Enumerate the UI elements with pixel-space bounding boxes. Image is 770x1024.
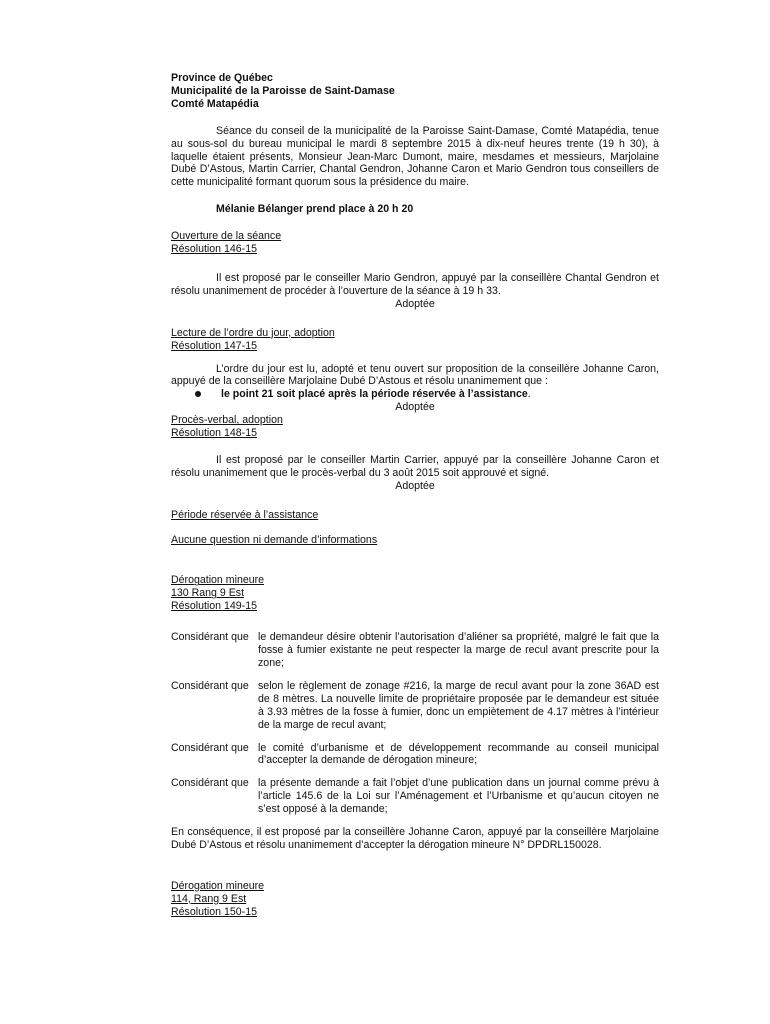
adopted-status: Adoptée bbox=[395, 297, 435, 310]
header-province: Province de Québec bbox=[171, 72, 273, 84]
section-derogation-2 bbox=[171, 880, 659, 919]
considerant-label: Considérant que bbox=[171, 679, 249, 692]
header-county: Comté Matapédia bbox=[171, 97, 259, 110]
resolution-number: Résolution 147-15 bbox=[171, 339, 257, 352]
resolution-text: Il est proposé par le conseiller Martin Carrier, appuyé par la conseillère Johanne Caron et résolu unanimement que le procès-verbal du 3 août 2015 soit approuvé et signé. bbox=[171, 453, 659, 479]
resolution-text: Il est proposé par le conseiller Mario Gendron, appuyé par la conseillère Chantal Gendron et résolu unanimement de procéder à l’ouverture de la séance à 19 h 33. bbox=[171, 271, 659, 297]
property-address: 114, Rang 9 Est bbox=[171, 892, 247, 905]
resolution-number: Résolution 146-15 bbox=[171, 243, 257, 256]
considerant-item bbox=[171, 631, 659, 670]
document-page bbox=[171, 72, 659, 919]
section-title: Dérogation mineure bbox=[171, 879, 265, 892]
considerant-label: Considérant que bbox=[171, 631, 249, 644]
section-proces-verbal bbox=[171, 414, 659, 493]
section-ordre-du-jour bbox=[171, 327, 659, 414]
section-assistance bbox=[171, 509, 659, 547]
resolution-text: L’ordre du jour est lu, adopté et tenu ouvert sur proposition de la conseillère Johanne Caron, appuyé de la conseillère Marjolaine Dubé D’Astous et résolu unanimement que : bbox=[171, 362, 659, 388]
section-title: Ouverture de la séance bbox=[171, 230, 282, 243]
adopted-status: Adoptée bbox=[395, 401, 435, 414]
considerant-label: Considérant que bbox=[171, 741, 249, 754]
considerant-item bbox=[171, 777, 659, 816]
section-title: Lecture de l’ordre du jour, adoption bbox=[171, 326, 335, 339]
bullet-text: le point 21 soit placé après la période réservée à l’assistance bbox=[221, 388, 528, 401]
resolution-number: Résolution 149-15 bbox=[171, 600, 257, 613]
considerant-item bbox=[171, 680, 659, 732]
arrival-note: Mélanie Bélanger prend place à 20 h 20 bbox=[216, 203, 414, 216]
assistance-note: Aucune question ni demande d’informations bbox=[171, 533, 378, 546]
intro-paragraph: Séance du conseil de la municipalité de la Paroisse Saint-Damase, Comté Matapédia, tenue au sous-sol du bureau municipal le mardi 8 septembre 2015 à dix-neuf heures trente (19 h 30), à laquelle étaient présents, Monsieur Jean-Marc Dumont, maire, mesdames et messieurs, Marjolaine Dubé D’Astous, Martin Carrier, Chantal Gendron, Johanne Caron et Mario Gendron tous conseillers de cette municipalité formant quorum sous la présidence du maire. bbox=[171, 124, 659, 189]
bullet-item bbox=[171, 388, 659, 401]
section-title: Période réservée à l’assistance bbox=[171, 508, 319, 521]
section-title: Dérogation mineure bbox=[171, 574, 265, 587]
document-header bbox=[171, 72, 659, 111]
header-municipality: Municipalité de la Paroisse de Saint-Damase bbox=[171, 84, 395, 97]
section-ouverture bbox=[171, 230, 659, 311]
considerant-item bbox=[171, 742, 659, 768]
considerant-text: la présente demande a fait l’objet d’une publication dans un journal comme prévu à l’article 145.6 de la Loi sur l’Aménagement et l’Urbanisme et qu’aucun citoyen ne s’est opposé à la demande; bbox=[258, 777, 659, 816]
considerant-label: Considérant que bbox=[171, 777, 249, 790]
considerant-text: selon le règlement de zonage #216, la marge de recul avant pour la zone 36AD est de 8 mètres. La nouvelle limite de propriétaire proposée par le demandeur est située à 3.93 mètres de la fosse à fumier, donc un empiètement de 4.17 mètres à l’intérieur de la marge de recul avant; bbox=[258, 679, 659, 731]
property-address: 130 Rang 9 Est bbox=[171, 587, 245, 600]
bullet-dot-icon bbox=[195, 391, 201, 397]
considerants-list bbox=[171, 631, 659, 816]
resolution-number: Résolution 150-15 bbox=[171, 905, 257, 918]
section-derogation-1 bbox=[171, 574, 659, 851]
section-title: Procès-verbal, adoption bbox=[171, 414, 283, 427]
adopted-status: Adoptée bbox=[395, 479, 435, 492]
bullet-end: . bbox=[527, 388, 531, 401]
considerant-text: le demandeur désire obtenir l’autorisation d’aliéner sa propriété, malgré le fait que la fosse à fumier existante ne peut respecter la marge de recul avant prescrite pour la zone; bbox=[258, 631, 659, 669]
considerant-text: le comité d’urbanisme et de développement recommande au conseil municipal d’accepter la demande de dérogation mineure; bbox=[258, 741, 659, 767]
resolution-number: Résolution 148-15 bbox=[171, 427, 257, 440]
conclusion-paragraph: En conséquence, il est proposé par la conseillère Johanne Caron, appuyé par la conseillère Marjolaine Dubé D’Astous et résolu unanimement d’accepter la dérogation mineure N° DPDRL150028. bbox=[171, 826, 659, 851]
